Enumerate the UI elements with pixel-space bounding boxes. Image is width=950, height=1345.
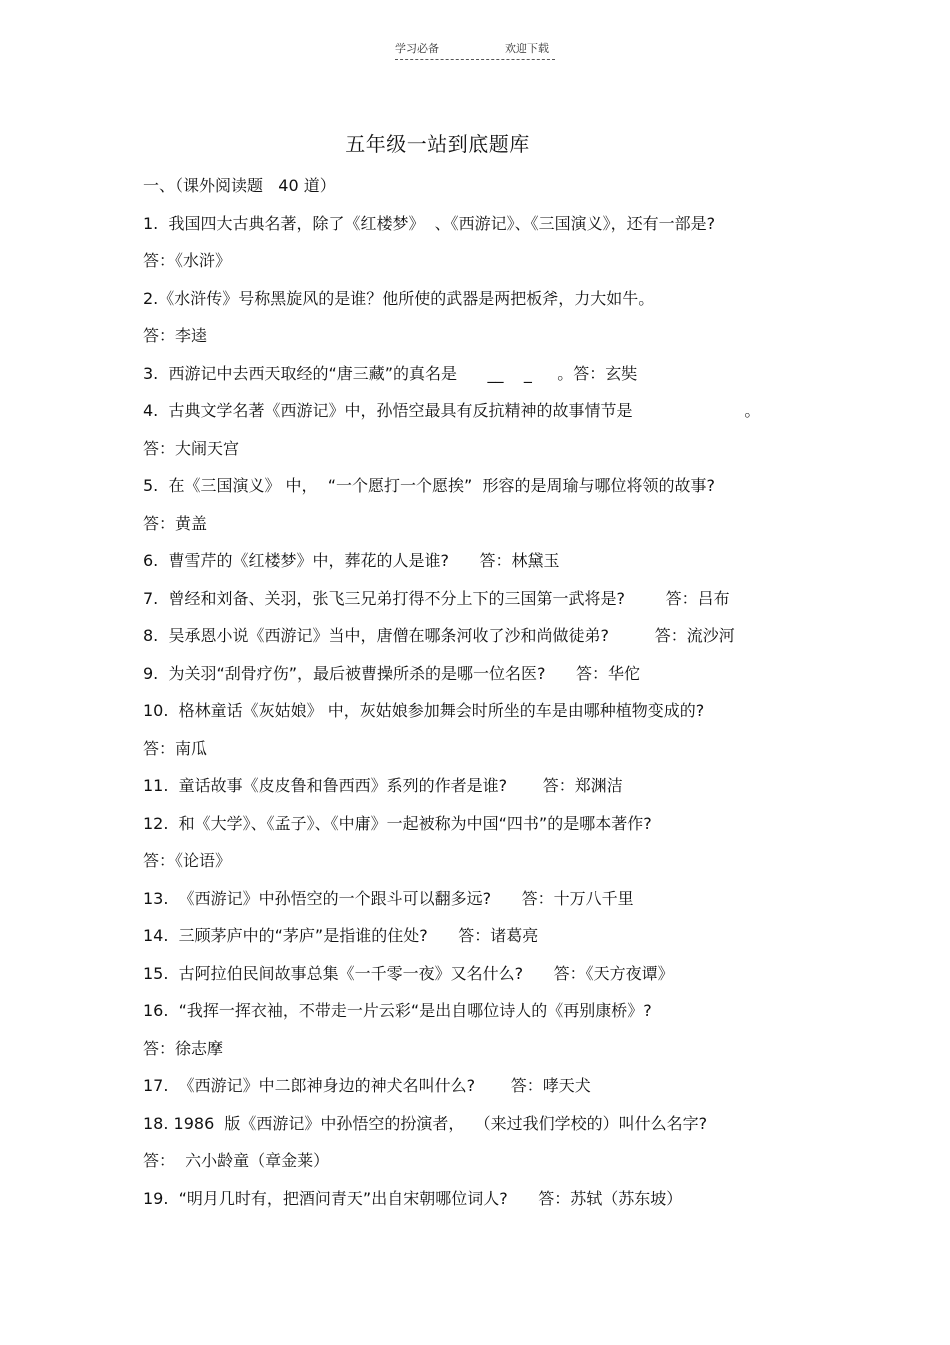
text-line: 答：李逵 [143,326,208,345]
text-line: 17. 《西游记》中二郎神身边的神犬名叫什么? 答：哮天犬 [143,1076,591,1095]
text-line: 8. 吴承恩小说《西游记》当中，唐僧在哪条河收了沙和尚做徒弟? 答：流沙河 [143,626,735,645]
text-line: 9. 为关羽“刮骨疗伤”，最后被曹操所杀的是哪一位名医? 答：华佗 [143,663,641,683]
text-line: 答：徐志摩 [143,1038,224,1058]
text-line: 答： 六小龄童（章金莱） [143,1151,330,1170]
text-line: 一、（课外阅读题 40 道） [143,176,336,195]
text-line: 7. 曾经和刘备、关羽，张飞三兄弟打得不分上下的三国第一武将是? 答：吕布 [143,588,730,608]
text-line: 3. 西游记中去西天取经的“唐三藏”的真名是 __ _ 。答：玄奘 [143,363,638,383]
text-line: 14. 三顾茅庐中的“茅庐”是指谁的住处? 答：诸葛亮 [143,926,539,945]
document-title: 五年级一站到底题库 [345,132,530,156]
text-line: 13. 《西游记》中孙悟空的一个跟斗可以翻多远? 答：十万八千里 [143,888,634,908]
text-line: 19. “明月几时有，把酒问青天”出自宋朝哪位词人? 答：苏轼（苏东坡） [143,1188,683,1208]
text-line: 16. “我挥一挥衣袖，不带走一片云彩“是出自哪位诗人的《再别康桥》? [143,1001,652,1020]
text-line: 答：黄盖 [143,513,208,533]
text-line: 答：南瓜 [143,738,208,758]
text-line: 答：《论语》 [143,851,232,870]
text-line: 10. 格林童话《灰姑娘》 中，灰姑娘参加舞会时所坐的车是由哪种植物变成的? [143,701,705,720]
text-line: 12. 和《大学》、《孟子》、《中庸》一起被称为中国“四书”的是哪本著作? [143,813,652,833]
text-line: 5. 在《三国演义》 中， “一个愿打一个愿挨” 形容的是周瑜与哪位将领的故事? [143,476,715,495]
header-left-text: 学习必备 [395,42,439,55]
header-right-text: 欢迎下载 [505,42,549,55]
text-line: 4. 古典文学名著《西游记》中，孙悟空最具有反抗精神的故事情节是 。 [143,401,761,420]
text-line: 11. 童话故事《皮皮鲁和鲁西西》系列的作者是谁? 答：郑渊洁 [143,776,623,795]
text-line: 6. 曹雪芹的《红楼梦》中，葬花的人是谁? 答：林黛玉 [143,551,560,570]
text-line: 答：大闹天宫 [143,438,240,458]
text-line: 15. 古阿拉伯民间故事总集《一千零一夜》又名什么? 答：《天方夜谭》 [143,963,674,983]
page-header [395,40,555,60]
text-line: 答：《水浒》 [143,251,232,270]
text-line: 2.《水浒传》号称黑旋风的是谁？他所使的武器是两把板斧，力大如牛。 [143,288,655,308]
question-list [143,172,823,1222]
text-line: 1. 我国四大古典名著，除了《红楼梦》 、《西游记》、《三国演义》，还有一部是? [143,213,716,233]
text-line: 18. 1986 版《西游记》中孙悟空的扮演者， （来过我们学校的）叫什么名字? [143,1113,708,1133]
